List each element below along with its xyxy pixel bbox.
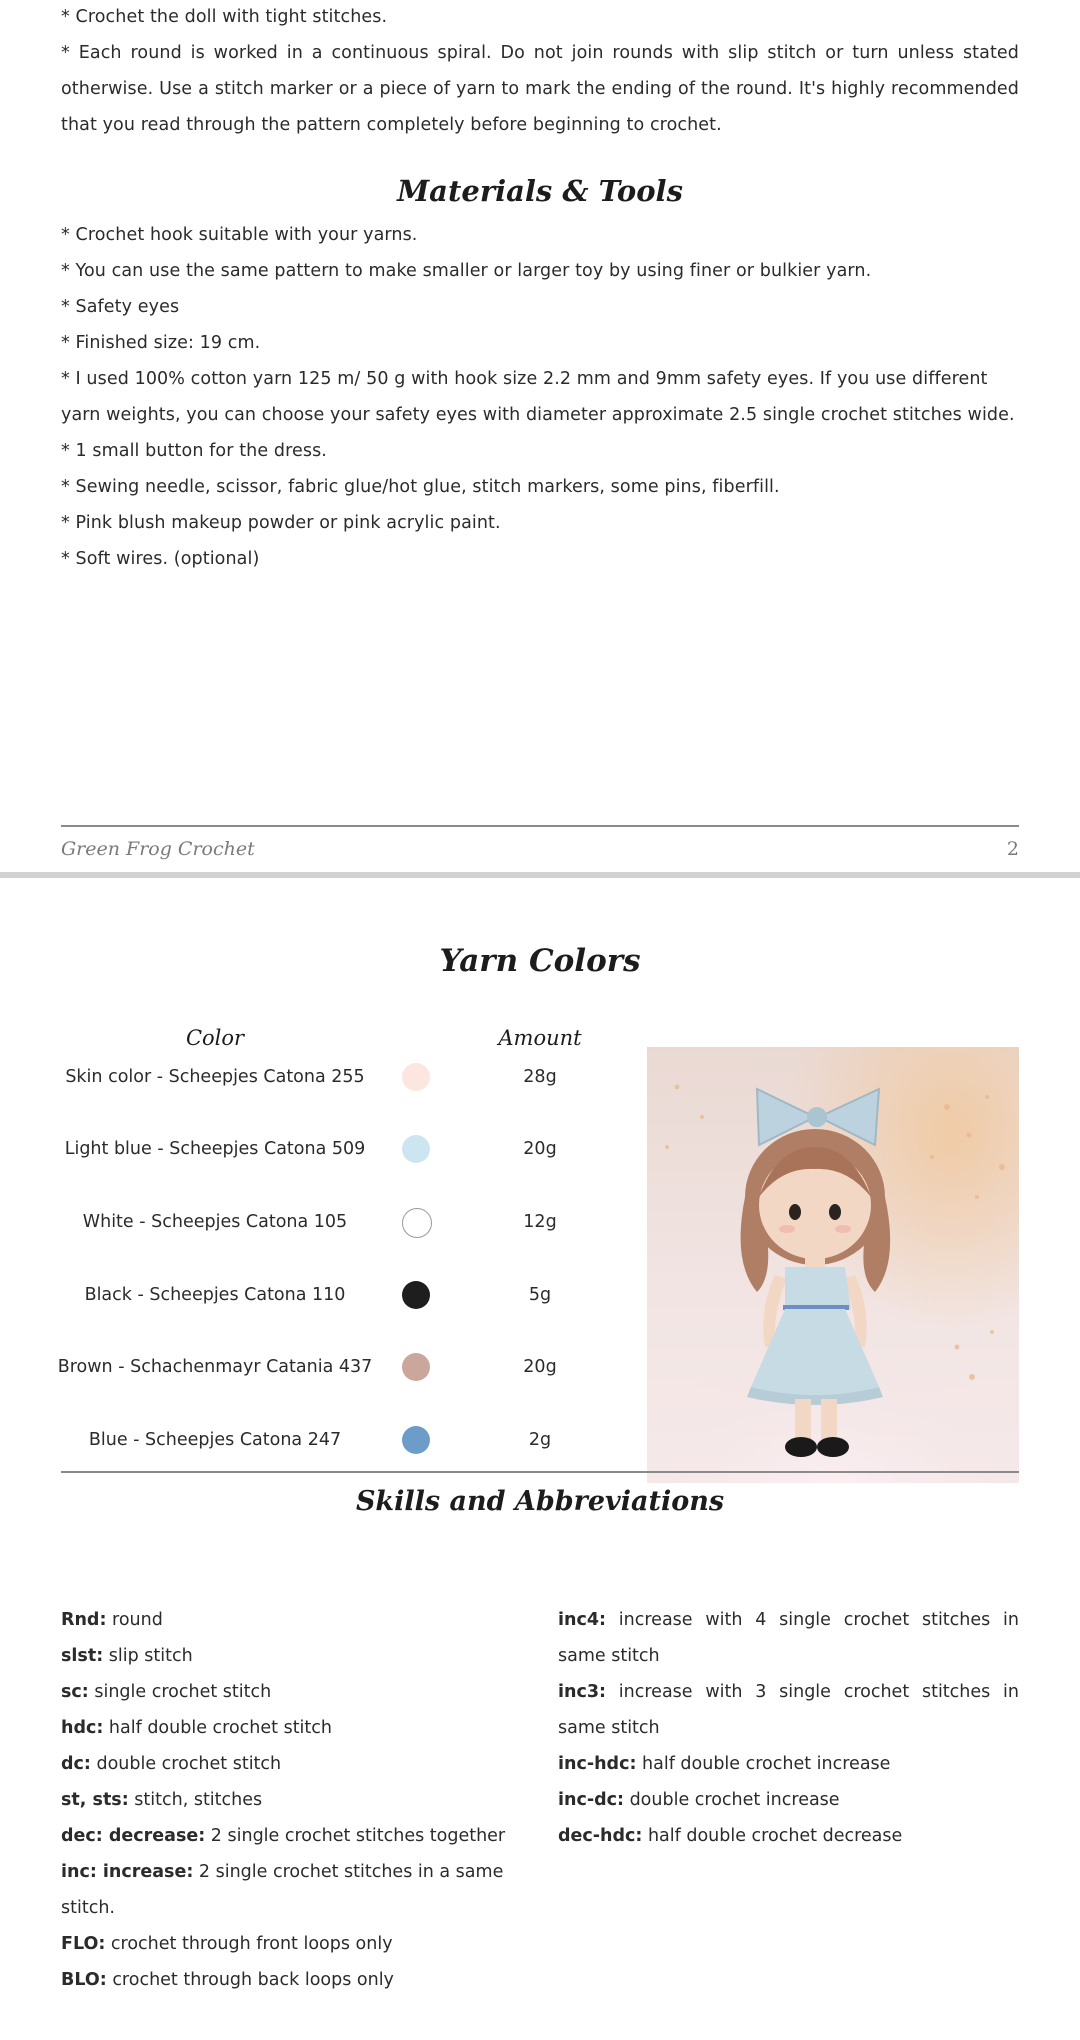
abbreviations-left: [61, 1602, 531, 1998]
yarn-name: Blue - Scheepjes Catona 247: [88, 1430, 342, 1450]
abbreviation-item: sc: single crochet stitch: [61, 1682, 272, 1702]
color-column-header: Color: [185, 1026, 245, 1050]
material-item: * Crochet hook suitable with your yarns.: [61, 225, 418, 245]
material-item: * 1 small button for the dress.: [61, 441, 327, 461]
section-rule: [61, 1471, 1019, 1473]
yarn-name: Skin color - Scheepjes Catona 255: [65, 1067, 365, 1087]
yarn-row: [0, 1129, 620, 1169]
yarn-swatch: [402, 1063, 430, 1091]
yarn-row: [0, 1275, 620, 1315]
yarn-swatch: [402, 1426, 430, 1454]
yarn-row: [0, 1202, 620, 1242]
abbreviation-item: dc: double crochet stitch: [61, 1754, 282, 1774]
material-item: * You can use the same pattern to make smaller or larger toy by using finer or bulkier yarn.: [61, 261, 872, 281]
document-page-2: [0, 878, 1080, 2040]
intro-line-2: * Each round is worked in a continuous spiral. Do not join rounds with slip stitch or turn unless stated otherwise. Use a stitch marker or a piece of yarn to mark the ending of the round. It's highly recommended that you read through the pattern completely before beginning to crochet.: [61, 43, 1019, 135]
abbreviation-item: BLO: crochet through back loops only: [61, 1970, 394, 1990]
yarn-row: [0, 1057, 620, 1097]
document-page-1: [0, 0, 1080, 872]
material-item: * Finished size: 19 cm.: [61, 333, 261, 353]
yarn-amount: 2g: [528, 1430, 552, 1450]
yarn-swatch: [402, 1353, 430, 1381]
abbreviations-right: [558, 1602, 1019, 1854]
abbreviation-item: FLO: crochet through front loops only: [61, 1934, 393, 1954]
material-item: * Soft wires. (optional): [61, 549, 260, 569]
yarn-amount: 20g: [523, 1357, 557, 1377]
abbreviation-item: slst: slip stitch: [61, 1646, 193, 1666]
yarn-name: Black - Scheepjes Catona 110: [84, 1285, 346, 1305]
yarn-swatch: [402, 1208, 432, 1238]
yarn-name: Brown - Schachenmayr Catania 437: [57, 1357, 373, 1377]
materials-heading: Materials & Tools: [397, 174, 683, 208]
footer-brand: Green Frog Crochet: [61, 838, 255, 860]
abbreviation-item: dec: decrease: 2 single crochet stitches together: [61, 1826, 506, 1846]
abbreviation-item: inc: increase: 2 single crochet stitches in a same stitch.: [61, 1862, 504, 1918]
abbreviation-item: inc4: increase with 4 single crochet stitches in same stitch: [558, 1610, 1019, 1666]
abbreviation-item: inc3: increase with 3 single crochet stitches in same stitch: [558, 1682, 1019, 1738]
yarn-row: [0, 1347, 620, 1387]
footer-rule: [61, 825, 1019, 827]
abbreviation-item: st, sts: stitch, stitches: [61, 1790, 263, 1810]
abbreviation-item: Rnd: round: [61, 1610, 163, 1630]
yarn-name: White - Scheepjes Catona 105: [82, 1212, 348, 1232]
yarn-colors-heading: Yarn Colors: [439, 943, 641, 979]
yarn-name: Light blue - Scheepjes Catona 509: [64, 1139, 366, 1159]
material-item: * Sewing needle, scissor, fabric glue/hot glue, stitch markers, some pins, fiberfill.: [61, 477, 780, 497]
material-item: * Safety eyes: [61, 297, 180, 317]
yarn-amount: 28g: [523, 1067, 557, 1087]
yarn-amount: 5g: [528, 1285, 552, 1305]
abbreviation-item: hdc: half double crochet stitch: [61, 1718, 332, 1738]
yarn-row: [0, 1420, 620, 1460]
intro-line-1: * Crochet the doll with tight stitches.: [61, 7, 388, 27]
amount-column-header: Amount: [498, 1026, 582, 1050]
material-item: * Pink blush makeup powder or pink acrylic paint.: [61, 513, 501, 533]
yarn-swatch: [402, 1281, 430, 1309]
abbreviation-item: inc-dc: double crochet increase: [558, 1790, 840, 1810]
doll-photo: [647, 1047, 1019, 1483]
yarn-amount: 12g: [523, 1212, 557, 1232]
yarn-swatch: [402, 1135, 430, 1163]
abbreviation-item: inc-hdc: half double crochet increase: [558, 1754, 891, 1774]
page-number: 2: [1006, 838, 1019, 860]
abbreviation-item: dec-hdc: half double crochet decrease: [558, 1826, 903, 1846]
skills-heading: Skills and Abbreviations: [355, 1486, 725, 1517]
yarn-amount: 20g: [523, 1139, 557, 1159]
material-item: * I used 100% cotton yarn 125 m/ 50 g with hook size 2.2 mm and 9mm safety eyes. If you use different yarn weights, you can choose your safety eyes with diameter approximate 2.5 single crochet stitches wide.: [61, 369, 1015, 425]
